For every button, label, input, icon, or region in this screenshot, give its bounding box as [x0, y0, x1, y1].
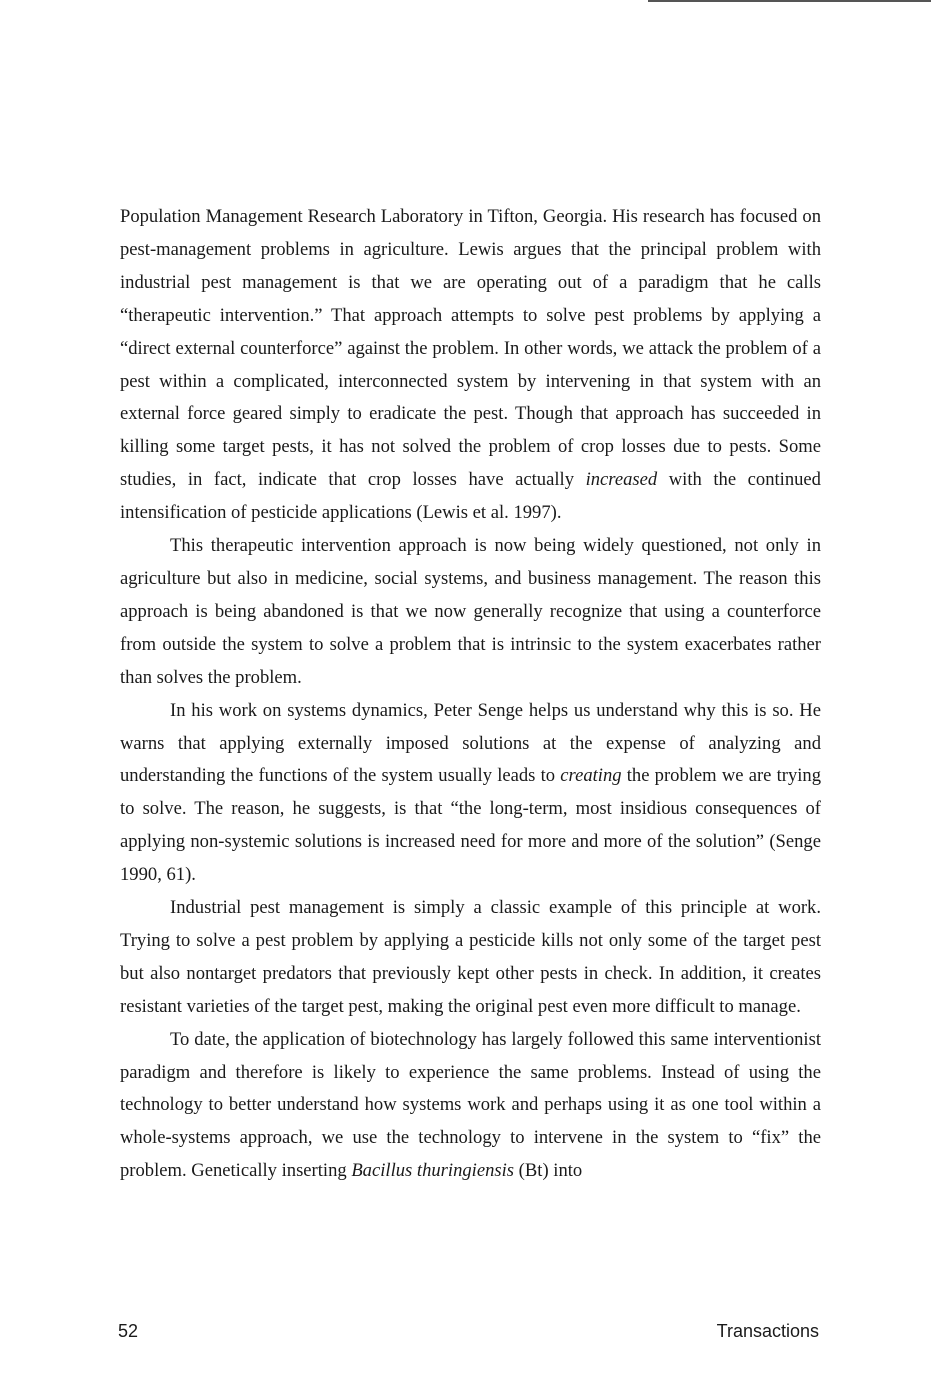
paragraph-3 [120, 695, 821, 892]
paragraph-2: This therapeutic intervention approach is now being widely questioned, not only in agriculture but also in medicine, social systems, and business management. The reason this approach is being abandoned is that we now generally recognize that using a counterforce from outside the system to solve a problem that is intrinsic to the system exacerbates rather than solves the problem. [120, 535, 821, 688]
paragraph-5-text-b: (Bt) into [514, 1160, 583, 1182]
paragraph-3-text-a: In his work on systems dynamics, Peter Senge helps us understand why this is so. He warns that applying externally imposed solutions at the expense of analyzing and understanding the functions of the system usually leads to [120, 699, 821, 787]
paragraph-3-emphasis: creating [560, 765, 622, 787]
running-footer-title: Transactions [716, 1321, 819, 1341]
paragraph-5-text-a: To date, the application of biotechnology has largely followed this same interventionist paradigm and therefore is likely to experience the same problems. Instead of using the technology to better understand how systems work and perhaps using it as one tool within a whole-systems approach, we use the technology to intervene in the system to “fix” the problem. Genetically inserting [120, 1028, 821, 1182]
paragraph-1-emphasis: increased [585, 469, 658, 491]
paragraph-1-text-a: Population Management Research Laboratory in Tifton, Georgia. His research has focused on pest-management problems in agriculture. Lewis argues that the principal problem with industrial pest management is that we are operating out of a paradigm that he calls “therapeutic intervention.” That approach attempts to solve pest problems by applying a “direct external counterforce” against the problem. In other words, we attack the problem of a pest within a complicated, interconnected system by intervening in that system with an external force geared simply to eradicate the pest. Though that approach has succeeded in killing some target pests, it has not solved the problem of crop losses due to pests. Some studies, in fact, indicate that crop losses have actually [120, 206, 821, 491]
paragraph-5-emphasis: Bacillus thuringiensis [351, 1160, 515, 1182]
top-rule [648, 0, 931, 2]
paragraph-1-text-b: with the continued intensification of pesticide applications (Lewis et al. 1997). [120, 469, 821, 524]
paragraph-3-text-b: the problem we are trying to solve. The reason, he suggests, is that “the long-term, most insidious consequences of applying non-systemic solutions is increased need for more and more of the solution” (Senge 1990, 61). [120, 765, 822, 886]
paragraph-4: Industrial pest management is simply a classic example of this principle at work. Trying to solve a pest problem by applying a pesticide kills not only some of the target pest but also nontarget predators that previously kept other pests in check. In addition, it creates resistant varieties of the target pest, making the original pest even more difficult to manage. [120, 897, 821, 1017]
paragraph-5 [120, 1024, 821, 1189]
paragraph-1 [120, 201, 821, 530]
page-number: 52 [118, 1321, 139, 1341]
body-text [120, 201, 821, 1188]
